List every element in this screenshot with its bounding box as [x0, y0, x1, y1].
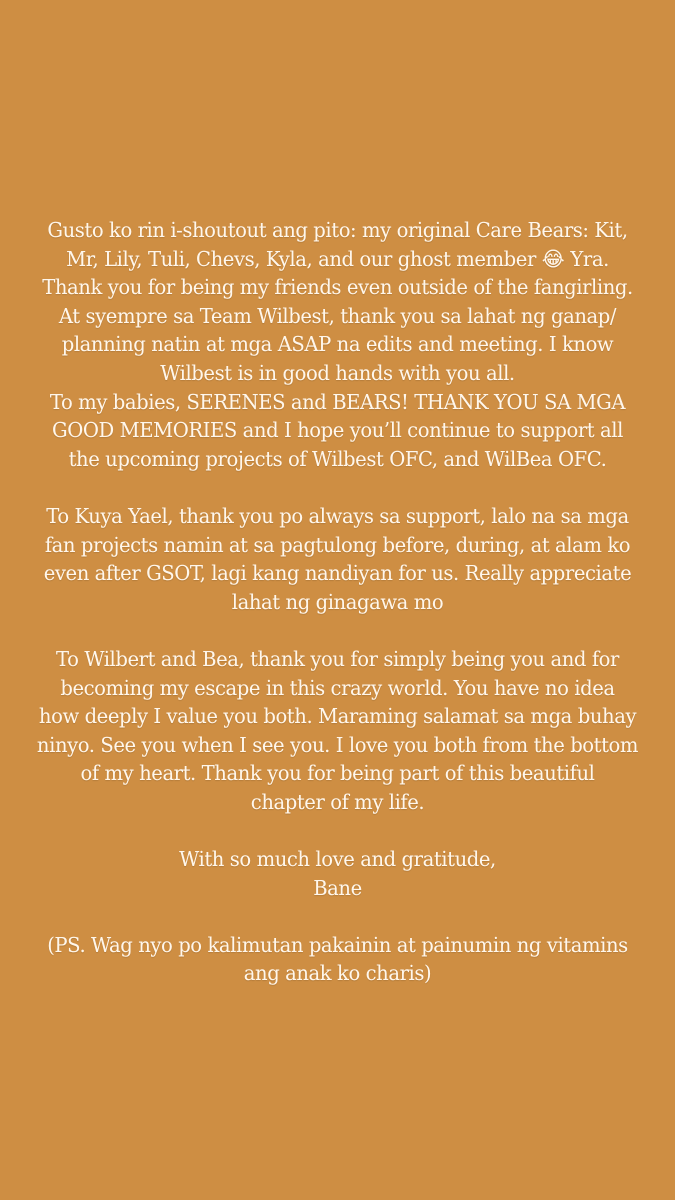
text-line: how deeply I value you both. Maraming salamat sa mga buhay: [38, 704, 637, 729]
text-line: To my babies, SERENES and BEARS! THANK YOU SA MGA: [49, 389, 626, 414]
laughing-tears-emoji-icon: 😂: [541, 246, 565, 271]
paragraph-wilbert-bea: [0, 645, 675, 817]
text-line: fan projects namin at sa pagtulong before, during, at alam ko: [44, 532, 631, 557]
text-line: Gusto ko rin i-shoutout ang pito: my original Care Bears: Kit,: [47, 218, 628, 242]
text-line: the upcoming projects of Wilbest OFC, and WilBea OFC.: [68, 446, 607, 471]
text-line: To Wilbert and Bea, thank you for simply being you and for: [56, 646, 619, 671]
paragraph-postscript: [0, 931, 675, 988]
text-line: Wilbest is in good hands with you all.: [160, 360, 515, 385]
text-line: GOOD MEMORIES and I hope you’ll continue to support all: [52, 418, 623, 443]
text-line: becoming my escape in this crazy world. You have no idea: [60, 675, 615, 700]
paragraph-kuya-yael: [0, 502, 675, 616]
text-line: To Kuya Yael, thank you po always sa support, lalo na sa mga: [46, 503, 629, 528]
paragraph-signoff: [0, 845, 675, 902]
text-line: lahat ng ginagawa mo: [231, 589, 444, 614]
text-line: ang anak ko charis): [243, 961, 432, 986]
text-line: of my heart. Thank you for being part of this beautiful: [80, 761, 595, 786]
text-line: [15, 245, 660, 274]
text-line: ninyo. See you when I see you. I love you both from the bottom: [36, 732, 639, 757]
text-line: even after GSOT, lagi kang nandiyan for us. Really appreciate: [43, 561, 632, 586]
text-line: planning natin at mga ASAP na edits and meeting. I know: [61, 332, 614, 357]
text-line: Thank you for being my friends even outside of the fangirling.: [42, 275, 633, 300]
signoff-line: With so much love and gratitude,: [179, 847, 496, 872]
text-line: chapter of my life.: [250, 789, 425, 814]
story-text-body: [0, 216, 675, 988]
paragraph-shoutout: [0, 216, 675, 473]
text-segment: Yra.: [570, 246, 609, 271]
signature-name: Bane: [313, 875, 362, 900]
text-line: At syempre sa Team Wilbest, thank you sa lahat ng ganap/: [58, 303, 617, 328]
text-line: (PS. Wag nyo po kalimutan pakainin at painumin ng vitamins: [47, 932, 628, 957]
text-segment: Mr, Lily, Tuli, Chevs, Kyla, and our ghost member: [66, 246, 536, 271]
